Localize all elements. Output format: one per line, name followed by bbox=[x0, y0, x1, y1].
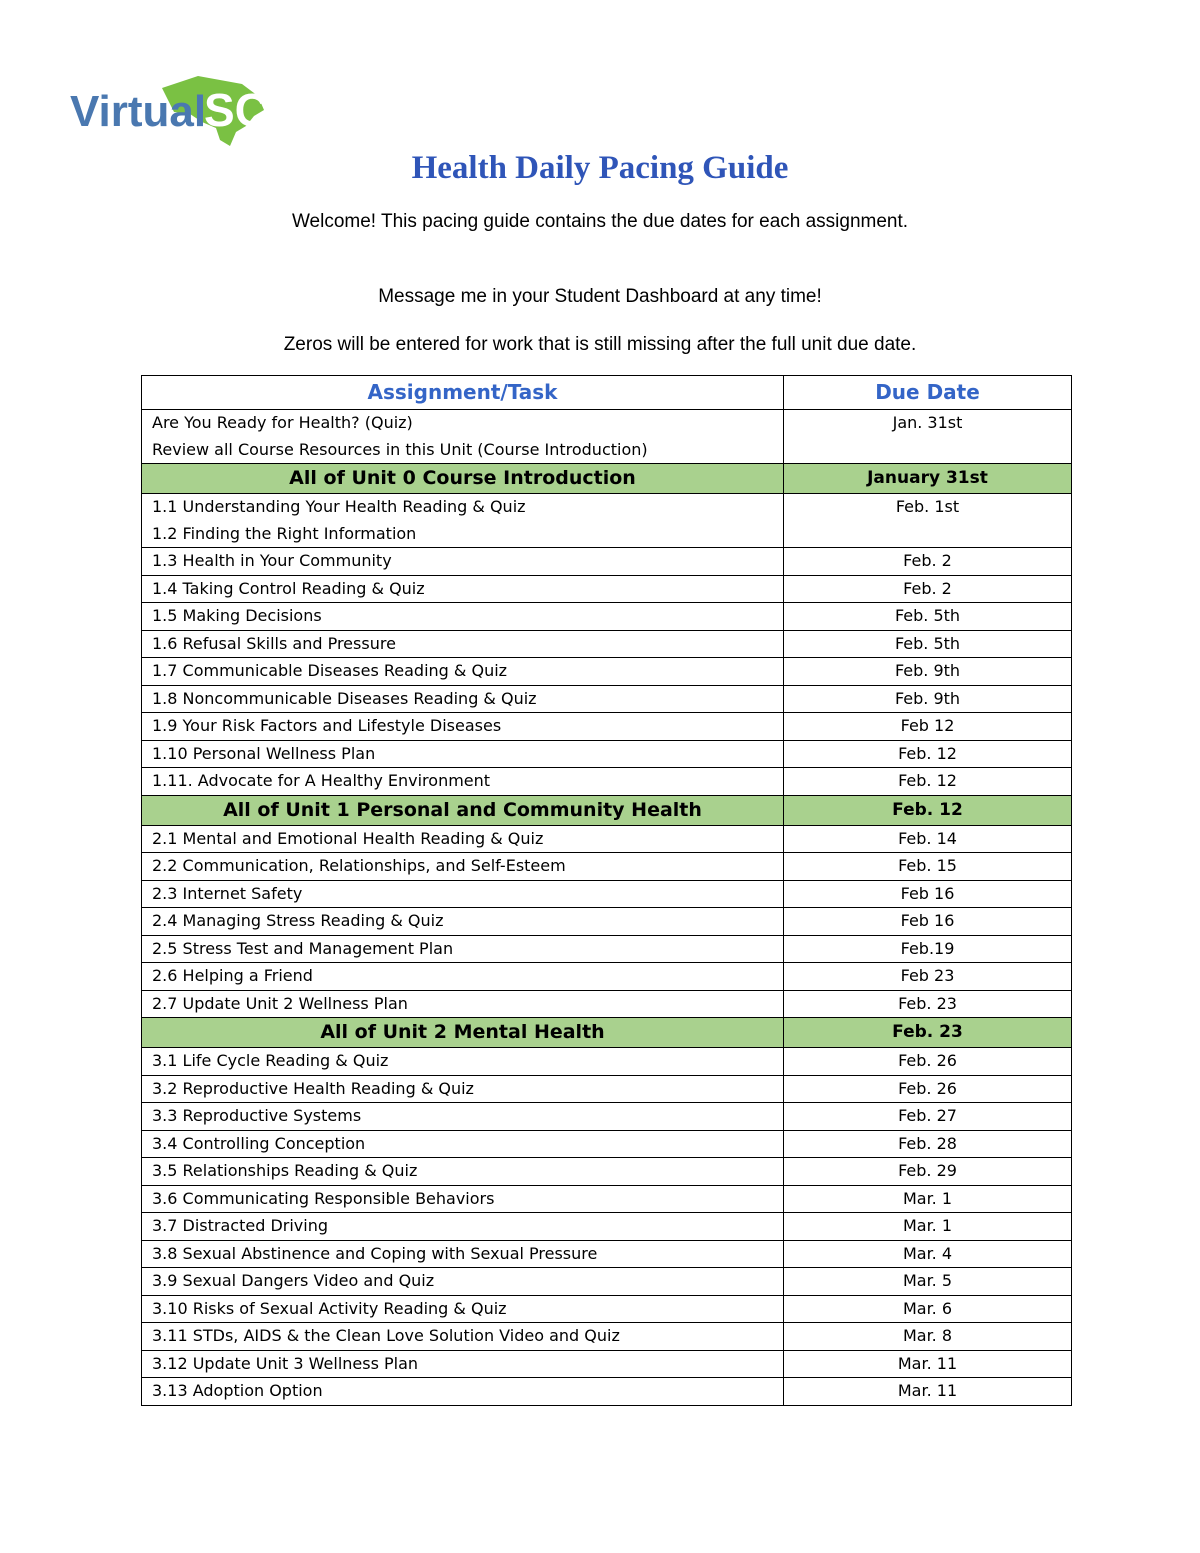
table-row bbox=[142, 630, 1072, 658]
table-row bbox=[142, 1378, 1072, 1406]
virtualsc-logo bbox=[70, 70, 270, 150]
col-header-task: Assignment/Task bbox=[142, 376, 784, 410]
table-row bbox=[142, 1158, 1072, 1186]
table-row bbox=[142, 1240, 1072, 1268]
task-cell: 3.10 Risks of Sexual Activity Reading & Quiz bbox=[142, 1295, 784, 1323]
task-cell: 1.9 Your Risk Factors and Lifestyle Diseases bbox=[142, 713, 784, 741]
task-cell bbox=[142, 494, 784, 548]
date-cell: Feb 12 bbox=[784, 713, 1072, 741]
task-line: Review all Course Resources in this Unit (Course Introduction) bbox=[152, 439, 648, 459]
date-cell: Feb. 9th bbox=[784, 685, 1072, 713]
date-cell: Feb 16 bbox=[784, 908, 1072, 936]
task-cell: 1.8 Noncommunicable Diseases Reading & Quiz bbox=[142, 685, 784, 713]
table-row bbox=[142, 1103, 1072, 1131]
unit-date-cell: Feb. 12 bbox=[784, 795, 1072, 825]
task-cell: 2.5 Stress Test and Management Plan bbox=[142, 935, 784, 963]
date-cell: Feb. 27 bbox=[784, 1103, 1072, 1131]
task-cell: 2.3 Internet Safety bbox=[142, 880, 784, 908]
task-line: 1.1 Understanding Your Health Reading & Quiz bbox=[152, 497, 526, 516]
task-cell: 3.3 Reproductive Systems bbox=[142, 1103, 784, 1131]
task-cell: 2.7 Update Unit 2 Wellness Plan bbox=[142, 990, 784, 1018]
page-title: Health Daily Pacing Guide bbox=[411, 150, 789, 186]
date-cell: Mar. 8 bbox=[784, 1323, 1072, 1351]
unit-summary-row bbox=[142, 464, 1072, 494]
date-cell: Feb. 1st bbox=[784, 494, 1072, 548]
table-row bbox=[142, 935, 1072, 963]
table-row bbox=[142, 1268, 1072, 1296]
task-line: Are You Ready for Health? (Quiz) bbox=[152, 413, 413, 432]
unit-summary-row bbox=[142, 1018, 1072, 1048]
task-cell: 1.5 Making Decisions bbox=[142, 603, 784, 631]
table-row bbox=[142, 908, 1072, 936]
date-cell: Feb. 9th bbox=[784, 658, 1072, 686]
unit-date-cell: January 31st bbox=[784, 464, 1072, 494]
table-row bbox=[142, 880, 1072, 908]
task-cell: 1.4 Taking Control Reading & Quiz bbox=[142, 575, 784, 603]
logo-graphic bbox=[70, 70, 270, 150]
date-cell: Feb. 5th bbox=[784, 603, 1072, 631]
table-row bbox=[142, 410, 1072, 464]
task-cell: 2.4 Managing Stress Reading & Quiz bbox=[142, 908, 784, 936]
task-cell: 3.6 Communicating Responsible Behaviors bbox=[142, 1185, 784, 1213]
task-cell: 1.10 Personal Wellness Plan bbox=[142, 740, 784, 768]
zeros-text: Zeros will be entered for work that is still missing after the full unit due date. bbox=[283, 334, 917, 355]
table-row bbox=[142, 1075, 1072, 1103]
date-cell: Feb. 5th bbox=[784, 630, 1072, 658]
unit-task-cell: All of Unit 1 Personal and Community Health bbox=[142, 795, 784, 825]
date-cell: Feb. 2 bbox=[784, 548, 1072, 576]
date-cell: Mar. 6 bbox=[784, 1295, 1072, 1323]
table-row bbox=[142, 548, 1072, 576]
date-cell: Feb 16 bbox=[784, 880, 1072, 908]
table-row bbox=[142, 685, 1072, 713]
task-line: 1.2 Finding the Right Information bbox=[152, 523, 417, 543]
table-row bbox=[142, 1350, 1072, 1378]
date-cell: Feb. 14 bbox=[784, 825, 1072, 853]
table-row bbox=[142, 1295, 1072, 1323]
date-cell: Mar. 11 bbox=[784, 1350, 1072, 1378]
date-cell: Feb. 2 bbox=[784, 575, 1072, 603]
table-header-row bbox=[142, 376, 1072, 410]
task-cell: 3.8 Sexual Abstinence and Coping with Sexual Pressure bbox=[142, 1240, 784, 1268]
task-cell: 1.11. Advocate for A Healthy Environment bbox=[142, 768, 784, 796]
date-cell: Feb. 23 bbox=[784, 990, 1072, 1018]
table-row bbox=[142, 1185, 1072, 1213]
table-row bbox=[142, 1213, 1072, 1241]
table-row bbox=[142, 713, 1072, 741]
table-row bbox=[142, 494, 1072, 548]
task-cell: 3.11 STDs, AIDS & the Clean Love Solution Video and Quiz bbox=[142, 1323, 784, 1351]
date-cell: Feb. 12 bbox=[784, 740, 1072, 768]
date-cell: Feb. 29 bbox=[784, 1158, 1072, 1186]
unit-date-cell: Feb. 23 bbox=[784, 1018, 1072, 1048]
date-cell: Feb.19 bbox=[784, 935, 1072, 963]
logo-text-virtual: Virtual bbox=[70, 87, 207, 136]
task-cell: 2.2 Communication, Relationships, and Self-Esteem bbox=[142, 853, 784, 881]
welcome-text: Welcome! This pacing guide contains the due dates for each assignment. bbox=[291, 211, 909, 232]
task-cell: 3.5 Relationships Reading & Quiz bbox=[142, 1158, 784, 1186]
date-cell: Mar. 1 bbox=[784, 1185, 1072, 1213]
task-cell: 2.1 Mental and Emotional Health Reading & Quiz bbox=[142, 825, 784, 853]
date-cell: Feb. 26 bbox=[784, 1075, 1072, 1103]
col-header-date: Due Date bbox=[784, 376, 1072, 410]
unit-task-cell: All of Unit 0 Course Introduction bbox=[142, 464, 784, 494]
date-cell: Mar. 1 bbox=[784, 1213, 1072, 1241]
task-cell: 3.1 Life Cycle Reading & Quiz bbox=[142, 1048, 784, 1076]
table-row bbox=[142, 768, 1072, 796]
date-cell: Mar. 11 bbox=[784, 1378, 1072, 1406]
date-cell: Feb 23 bbox=[784, 963, 1072, 991]
task-cell: 3.2 Reproductive Health Reading & Quiz bbox=[142, 1075, 784, 1103]
task-cell: 1.7 Communicable Diseases Reading & Quiz bbox=[142, 658, 784, 686]
date-cell: Feb. 28 bbox=[784, 1130, 1072, 1158]
table-row bbox=[142, 1048, 1072, 1076]
date-cell: Feb. 15 bbox=[784, 853, 1072, 881]
task-cell: 2.6 Helping a Friend bbox=[142, 963, 784, 991]
unit-summary-row bbox=[142, 795, 1072, 825]
task-cell: 3.4 Controlling Conception bbox=[142, 1130, 784, 1158]
table-row bbox=[142, 825, 1072, 853]
pacing-table bbox=[141, 375, 1072, 1406]
table-row bbox=[142, 575, 1072, 603]
logo-text-sc: SC bbox=[204, 84, 268, 136]
date-cell: Feb. 26 bbox=[784, 1048, 1072, 1076]
table-row bbox=[142, 963, 1072, 991]
date-cell: Mar. 4 bbox=[784, 1240, 1072, 1268]
message-text: Message me in your Student Dashboard at any time! bbox=[378, 286, 822, 307]
task-cell: 3.12 Update Unit 3 Wellness Plan bbox=[142, 1350, 784, 1378]
date-cell: Feb. 12 bbox=[784, 768, 1072, 796]
task-cell: 3.9 Sexual Dangers Video and Quiz bbox=[142, 1268, 784, 1296]
unit-task-cell: All of Unit 2 Mental Health bbox=[142, 1018, 784, 1048]
task-cell: 3.13 Adoption Option bbox=[142, 1378, 784, 1406]
table-row bbox=[142, 990, 1072, 1018]
table-row bbox=[142, 658, 1072, 686]
table-row bbox=[142, 853, 1072, 881]
task-cell bbox=[142, 410, 784, 464]
table-row bbox=[142, 1323, 1072, 1351]
task-cell: 1.3 Health in Your Community bbox=[142, 548, 784, 576]
table-row bbox=[142, 603, 1072, 631]
task-cell: 3.7 Distracted Driving bbox=[142, 1213, 784, 1241]
table-row bbox=[142, 740, 1072, 768]
table-row bbox=[142, 1130, 1072, 1158]
date-cell: Mar. 5 bbox=[784, 1268, 1072, 1296]
date-cell: Jan. 31st bbox=[784, 410, 1072, 464]
task-cell: 1.6 Refusal Skills and Pressure bbox=[142, 630, 784, 658]
